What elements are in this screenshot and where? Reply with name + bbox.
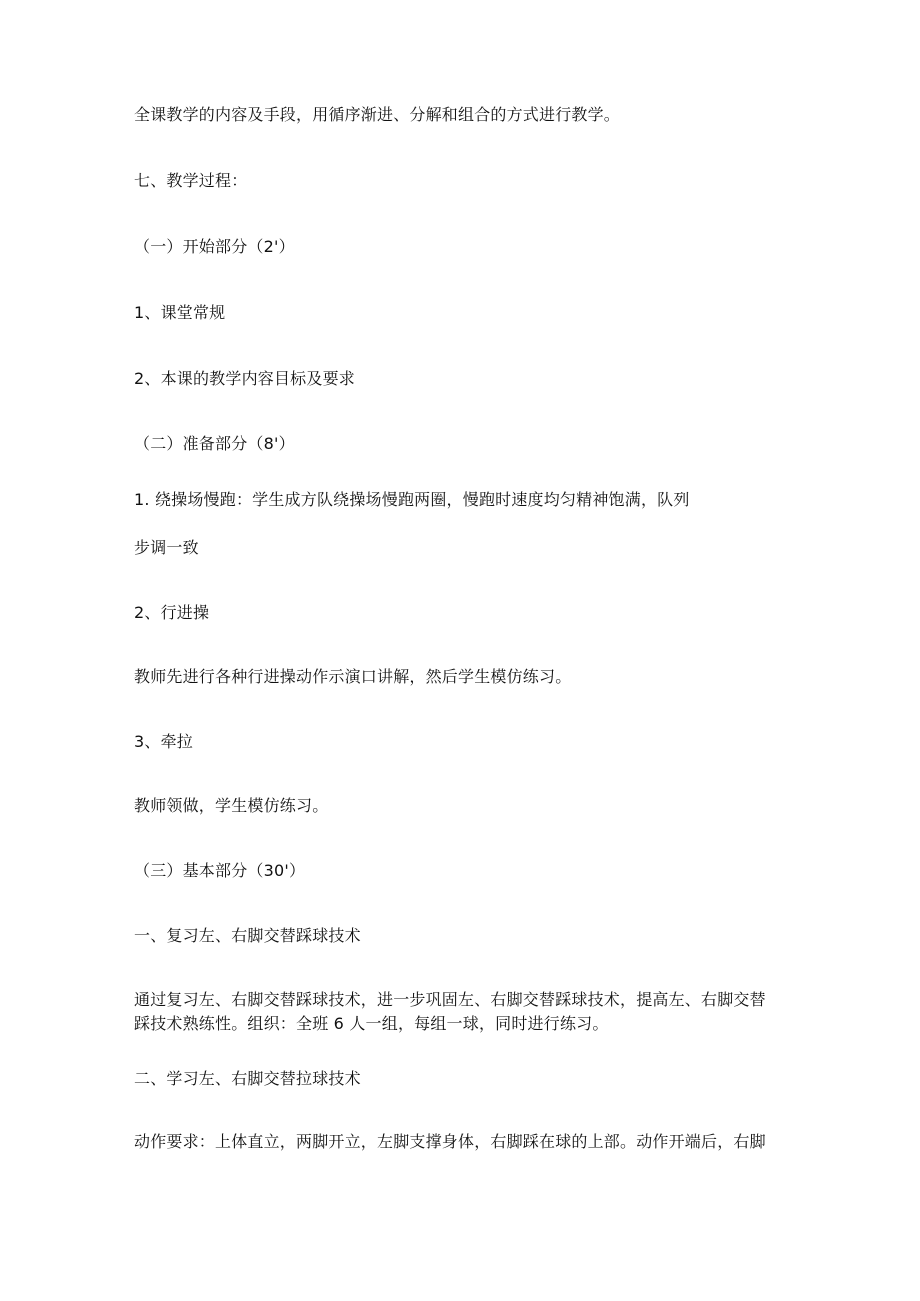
heading-learn-technique: 二、学习左、右脚交替拉球技术 — [134, 1069, 361, 1088]
item-marching-exercise: 2、行进操 — [134, 603, 210, 622]
item-lesson-goals: 2、本课的教学内容目标及要求 — [134, 369, 355, 388]
item-jogging: 1. 绕操场慢跑：学生成方队绕操场慢跑两圈，慢跑时速度均匀精神饱满，队列 — [134, 490, 690, 509]
paragraph-review-technique: 通过复习左、右脚交替踩球技术，进一步巩固左、右脚交替踩球技术，提高左、右脚交替 — [134, 990, 766, 1009]
paragraph-marching-demo: 教师先进行各种行进操动作示演口讲解，然后学生模仿练习。 — [134, 667, 572, 686]
heading-basic-section: （三）基本部分（30'） — [134, 861, 306, 880]
item-class-routine: 1、课堂常规 — [134, 303, 226, 322]
paragraph-stretching-lead: 教师领做，学生模仿练习。 — [134, 796, 329, 815]
heading-preparation-section: （二）准备部分（8'） — [134, 434, 295, 453]
item-jogging-continued: 步调一致 — [134, 538, 199, 557]
paragraph-review-organization: 踩技术熟练性。组织：全班 6 人一组，每组一球，同时进行练习。 — [134, 1014, 609, 1033]
paragraph-teaching-method: 全课教学的内容及手段，用循序渐进、分解和组合的方式进行教学。 — [134, 105, 621, 124]
heading-review-technique: 一、复习左、右脚交替踩球技术 — [134, 926, 361, 945]
heading-teaching-process: 七、教学过程： — [134, 171, 248, 190]
heading-start-section: （一）开始部分（2'） — [134, 237, 295, 256]
item-stretching: 3、牵拉 — [134, 732, 193, 751]
paragraph-action-requirements: 动作要求：上体直立，两脚开立，左脚支撑身体，右脚踩在球的上部。动作开端后，右脚 — [134, 1132, 766, 1151]
